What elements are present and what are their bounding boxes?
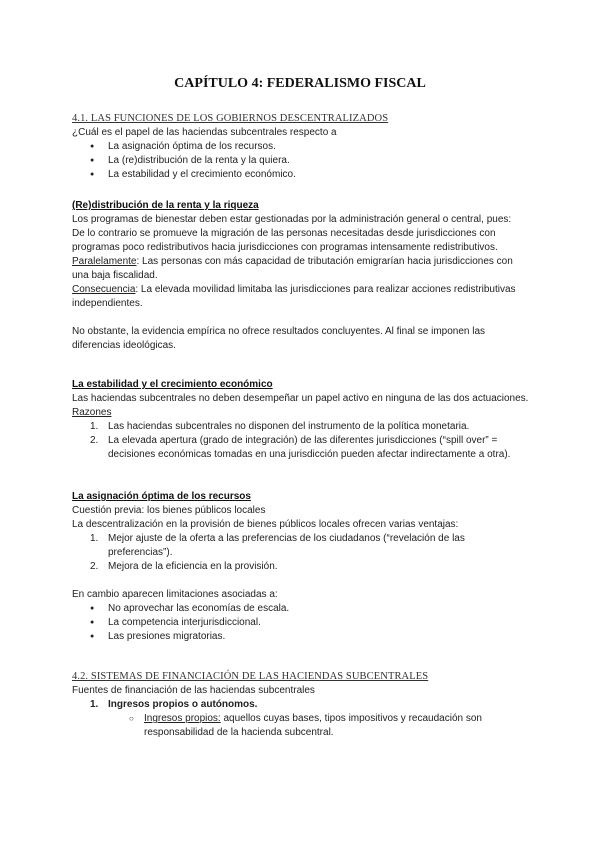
paragraph: Consecuencia: La elevada movilidad limitaba las jurisdicciones para realizar acciones redistributivas independientes. <box>72 284 516 309</box>
list-item: 1. Las haciendas subcentrales no disponen del instrumento de la política monetaria. <box>90 421 470 432</box>
stability-heading: La estabilidad y el crecimiento económico <box>72 379 273 390</box>
redistribution-section <box>72 199 532 353</box>
paragraph: En cambio aparecen limitaciones asociadas a: <box>72 589 278 600</box>
funding-sublist <box>72 712 532 740</box>
paragraph: Las haciendas subcentrales no deben desempeñar un papel activo en ninguna de las dos actuaciones. <box>72 393 529 404</box>
section-4-2 <box>72 670 532 740</box>
paragraph: Los programas de bienestar deben estar gestionadas por la administración general o central, pues: <box>72 214 512 225</box>
list-item: ● La competencia interjurisdiccional. <box>72 616 532 630</box>
redistribution-heading: (Re)distribución de la renta y la riqueza <box>72 200 259 211</box>
allocation-heading: La asignación óptima de los recursos <box>72 491 251 502</box>
functions-list <box>72 140 532 182</box>
list-item: ● La (re)distribución de la renta y la quiera. <box>72 154 532 168</box>
funding-list <box>72 698 532 712</box>
chapter-title: CAPÍTULO 4: FEDERALISMO FISCAL <box>174 76 426 91</box>
paragraph: La descentralización en la provisión de bienes públicos locales ofrecen varias ventajas: <box>72 519 459 530</box>
section-heading-4-2: 4.2. SISTEMAS DE FINANCIACIÓN DE LAS HACIENDAS SUBCENTRALES <box>72 671 429 682</box>
paragraph: No obstante, la evidencia empírica no ofrece resultados concluyentes. Al final se imponen las diferencias ideológicas. <box>72 326 486 351</box>
list-item: 2. La elevada apertura (grado de integración) de las diferentes jurisdicciones (“spill over” = decisiones económicas tomadas en una jurisdicción pueden afectar indirectamente a otra). <box>90 435 511 460</box>
advantages-list <box>72 532 532 574</box>
reasons-label: Razones <box>72 407 112 418</box>
list-item: ● La estabilidad y el crecimiento económico. <box>72 168 532 182</box>
list-item: 2. Mejora de la eficiencia en la provisión. <box>90 561 278 572</box>
paragraph: Paralelamente: Las personas con más capacidad de tributación emigrarían hacia jurisdicciones con una baja fiscalidad. <box>72 256 513 281</box>
list-item: ○ Ingresos propios: aquellos cuyas bases, tipos impositivos y recaudación son responsabilidad de la hacienda subcentral. <box>72 712 532 740</box>
section-heading-4-1: 4.1. LAS FUNCIONES DE LOS GOBIERNOS DESCENTRALIZADOS <box>72 113 389 124</box>
paragraph: Fuentes de financiación de las haciendas subcentrales <box>72 685 315 696</box>
inline-label: Paralelamente <box>72 256 137 267</box>
inline-label: Consecuencia <box>72 284 136 295</box>
list-item: ● No aprovechar las economías de escala. <box>72 602 532 616</box>
list-item: 1. Ingresos propios o autónomos. <box>90 699 258 710</box>
stability-section <box>72 378 532 462</box>
intro-question: ¿Cuál es el papel de las haciendas subcentrales respecto a <box>72 127 337 138</box>
paragraph: Cuestión previa: los bienes públicos locales <box>72 505 266 516</box>
limitations-list <box>72 602 532 644</box>
list-item: 1. Mejor ajuste de la oferta a las preferencias de los ciudadanos (“revelación de las preferencias”). <box>90 533 465 558</box>
section-4-1 <box>72 112 532 182</box>
list-item: ● Las presiones migratorias. <box>72 630 532 644</box>
paragraph: De lo contrario se promueve la migración de las personas necesitadas desde jurisdicciones con programas poco redistributivos hacia jurisdicciones con programas intensamente redistributivos. <box>72 228 498 253</box>
reasons-list <box>72 420 532 462</box>
allocation-section <box>72 490 532 644</box>
inline-label: Ingresos propios: <box>144 713 221 724</box>
list-item: ● La asignación óptima de los recursos. <box>72 140 532 154</box>
